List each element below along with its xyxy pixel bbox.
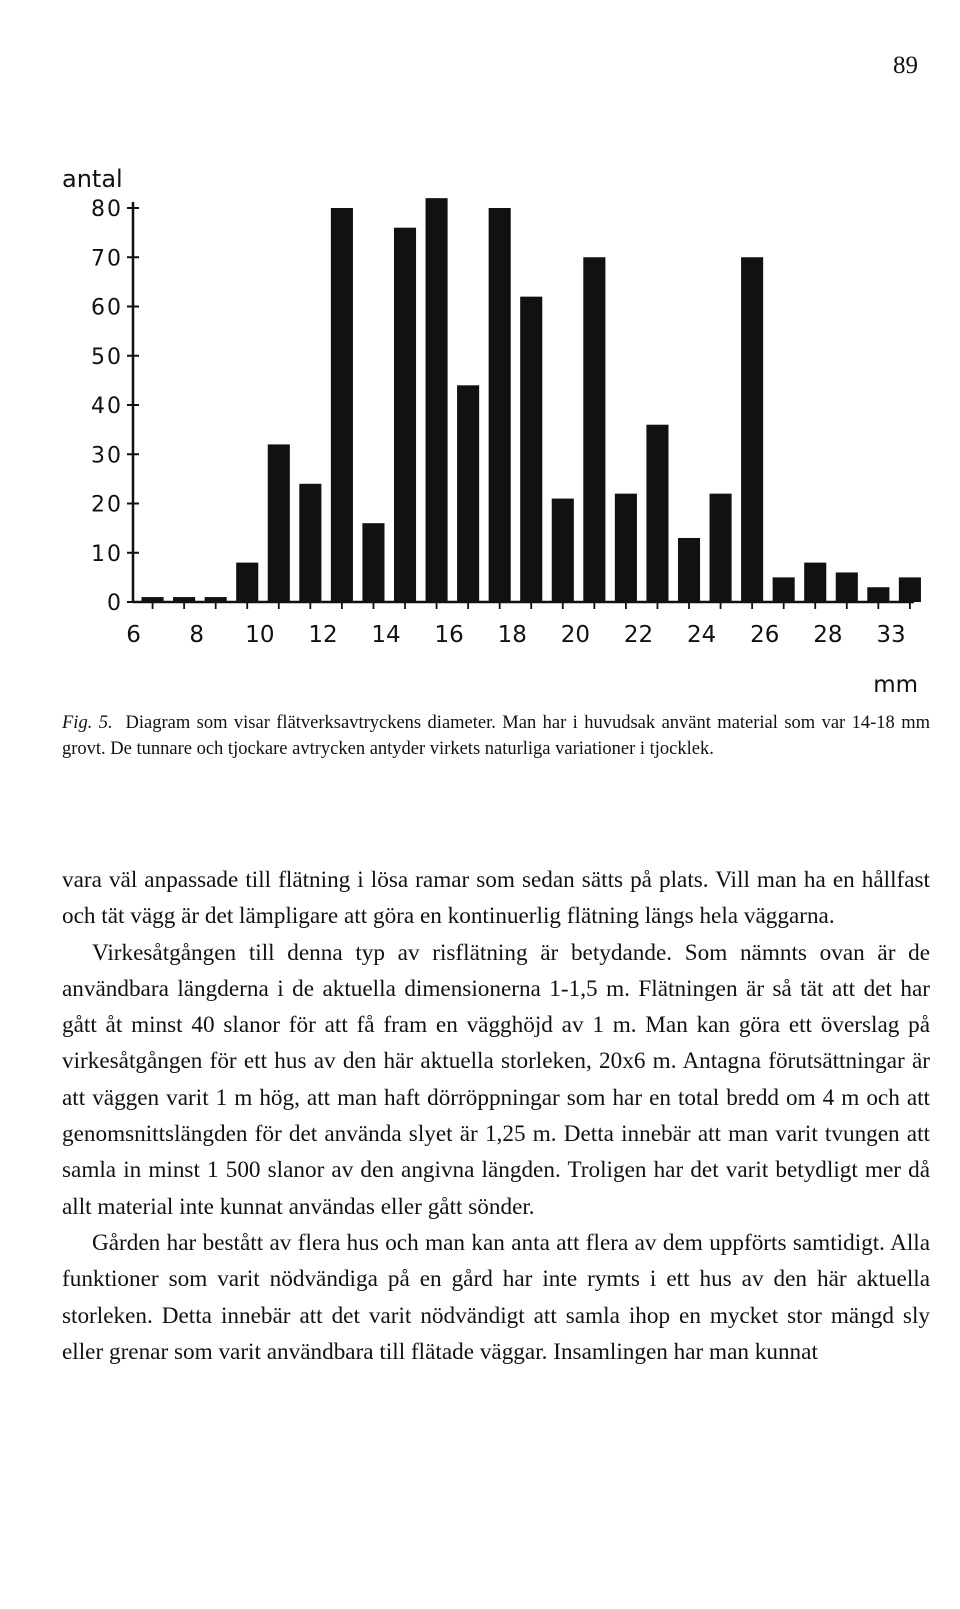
x-tick-label: 22: [623, 622, 654, 648]
bar: [615, 494, 637, 602]
bar: [173, 597, 195, 602]
body-paragraph: Virkesåtgången till denna typ av risflätning är betydande. Som nämnts ovan är de användbara längderna i de aktuella dimensionerna 1-1,5 m. Flätningen är så tät att det har gått åt minst 40 slanor för att få fram en vägghöjd av 1 m. Man kan göra ett överslag på virkesåtgången för ett hus av den här aktuella storleken, 20x6 m. Antagna förutsättningar är att väggen varit 1 m hög, att man haft dörröppningar som har en total bredd om 4 m och att genomsnittslängden för det använda slyet är 1,25 m. Detta innebär att man varit tvungen att samla in minst 1 500 slanor av den angivna längden. Troligen har det varit betydligt mer då allt material inte kunnat användas eller gått sönder.: [62, 939, 930, 1220]
x-tick-label: 28: [813, 622, 843, 648]
y-tick-label: 80: [91, 197, 123, 222]
bar: [489, 208, 511, 602]
x-axis-label: mm: [873, 672, 918, 698]
bar: [678, 538, 700, 602]
body-paragraph: Gården har bestått av flera hus och man kan anta att flera av dem uppförts samtidigt. Alla funktioner som varit nödvändiga på en gård har inte rymts i ett hus av den här aktuella storleken. Detta innebär att det varit nödvändigt att samla ihop en mycket stor mängd sly eller grenar som varit användbara till flätade väggar. Insamlingen har man kunnat: [62, 1229, 930, 1365]
body-text: [62, 862, 930, 1370]
bar: [646, 425, 668, 602]
y-tick-label: 70: [91, 246, 123, 272]
x-tick-label: 33: [876, 622, 906, 648]
y-tick-label: 0: [107, 591, 123, 616]
bar: [741, 257, 763, 602]
y-tick-label: 50: [91, 344, 123, 370]
diameter-bar-chart: [0, 0, 960, 700]
bar: [268, 444, 290, 602]
x-tick-label: 24: [686, 622, 717, 648]
bar: [773, 577, 795, 602]
x-tick-label: 26: [750, 622, 780, 648]
y-tick-label: 30: [91, 443, 123, 469]
bar: [362, 523, 384, 602]
bar: [552, 499, 574, 602]
bar: [426, 198, 448, 602]
y-tick-label: 40: [91, 394, 123, 419]
bar: [867, 587, 889, 602]
x-tick-label: 18: [497, 622, 527, 648]
y-tick-label: 20: [91, 492, 123, 518]
x-tick-label: 12: [308, 622, 338, 648]
bar: [142, 597, 164, 602]
y-tick-label: 10: [91, 541, 123, 567]
bar: [299, 484, 321, 602]
x-tick-label: 8: [189, 622, 205, 648]
bar: [804, 563, 826, 602]
body-paragraph: vara väl anpassade till flätning i lösa ramar som sedan sätts på plats. Vill man ha en hållfast och tät vägg är det lämpligare att göra en kontinuerlig flätning längs hela väggarna.: [62, 867, 930, 930]
bar: [205, 597, 227, 602]
bar: [899, 577, 921, 602]
bar: [520, 297, 542, 602]
x-tick-label: 14: [371, 622, 401, 648]
figure-caption-text: Diagram som visar flätverksavtryckens diameter. Man har i huvudsak använt material som var 14-18 mm grovt. De tunnare och tjockare avtrycken antyder virkets naturliga variationer i tjocklek.: [62, 713, 931, 759]
bar: [331, 208, 353, 602]
bar: [236, 563, 258, 602]
bar: [836, 572, 858, 602]
figure-caption: [62, 710, 930, 762]
x-tick-label: 16: [434, 622, 464, 648]
page-number: 89: [893, 52, 918, 79]
x-tick-label: 6: [126, 622, 141, 648]
bar: [457, 385, 479, 602]
x-tick-label: 10: [245, 622, 275, 648]
bar: [710, 494, 732, 602]
bar: [583, 257, 605, 602]
bar: [394, 228, 416, 602]
x-tick-label: 20: [560, 622, 591, 648]
y-axis-label: antal: [62, 165, 123, 193]
y-tick-label: 60: [91, 295, 123, 321]
figure-caption-label: Fig. 5.: [62, 713, 113, 733]
